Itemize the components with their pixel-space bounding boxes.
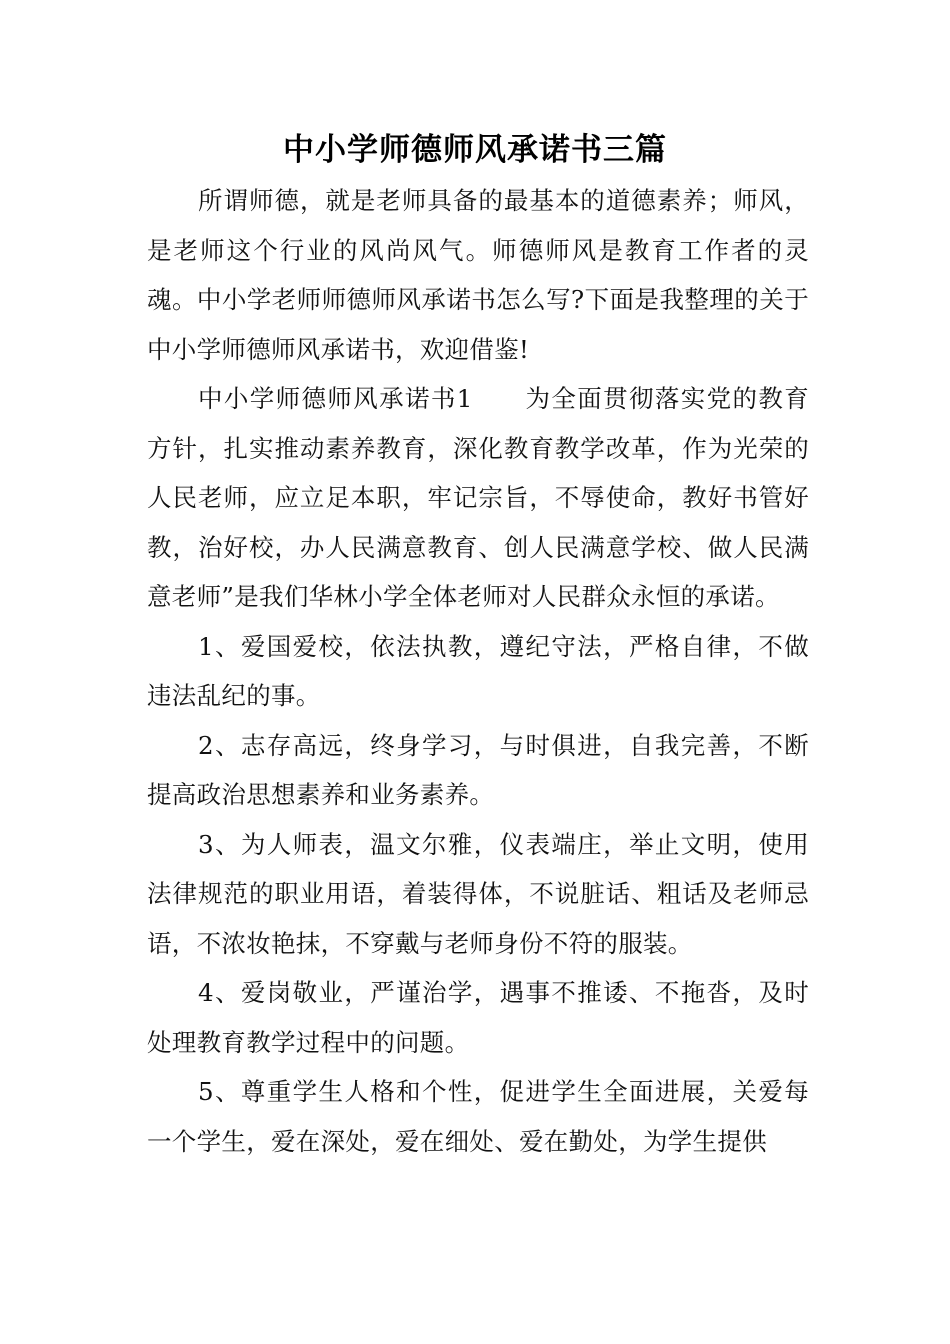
document-body <box>147 176 809 1166</box>
intro-paragraph: 所谓师德，就是老师具备的最基本的道德素养；师风，是老师这个行业的风尚风气。师德师风是教育工作者的灵魂。中小学老师师德师风承诺书怎么写?下面是我整理的关于中小学师德师风承诺书，欢迎借鉴! <box>147 186 809 364</box>
item-4-paragraph: 4、爱岗敬业，严谨治学，遇事不推诿、不拖沓，及时处理教育教学过程中的问题。 <box>147 978 809 1057</box>
item-1-paragraph: 1、爱国爱校，依法执教，遵纪守法，严格自律，不做违法乱纪的事。 <box>147 631 809 710</box>
item-2-paragraph: 2、志存高远，终身学习，与时俱进，自我完善，不断提高政治思想素养和业务素养。 <box>147 730 809 809</box>
document-title: 中小学师德师风承诺书三篇 <box>283 132 667 168</box>
pledge-1-paragraph: 中小学师德师风承诺书1 为全面贯彻落实党的教育方针，扎实推动素养教育，深化教育教学改革，作为光荣的人民老师，应立足本职，牢记宗旨，不辱使命，教好书管好教，治好校，办人民满意教育、创人民满意学校、做人民满意老师”是我们华林小学全体老师对人民群众永恒的承诺。 <box>147 384 809 611</box>
item-5-paragraph: 5、尊重学生人格和个性，促进学生全面进展，关爱每一个学生，爱在深处，爱在细处、爱在勤处，为学生提供 <box>147 1077 809 1156</box>
item-3-paragraph: 3、为人师表，温文尔雅，仪表端庄，举止文明，使用法律规范的职业用语，着装得体，不说脏话、粗话及老师忌语，不浓妆艳抹，不穿戴与老师身份不符的服装。 <box>147 829 809 958</box>
